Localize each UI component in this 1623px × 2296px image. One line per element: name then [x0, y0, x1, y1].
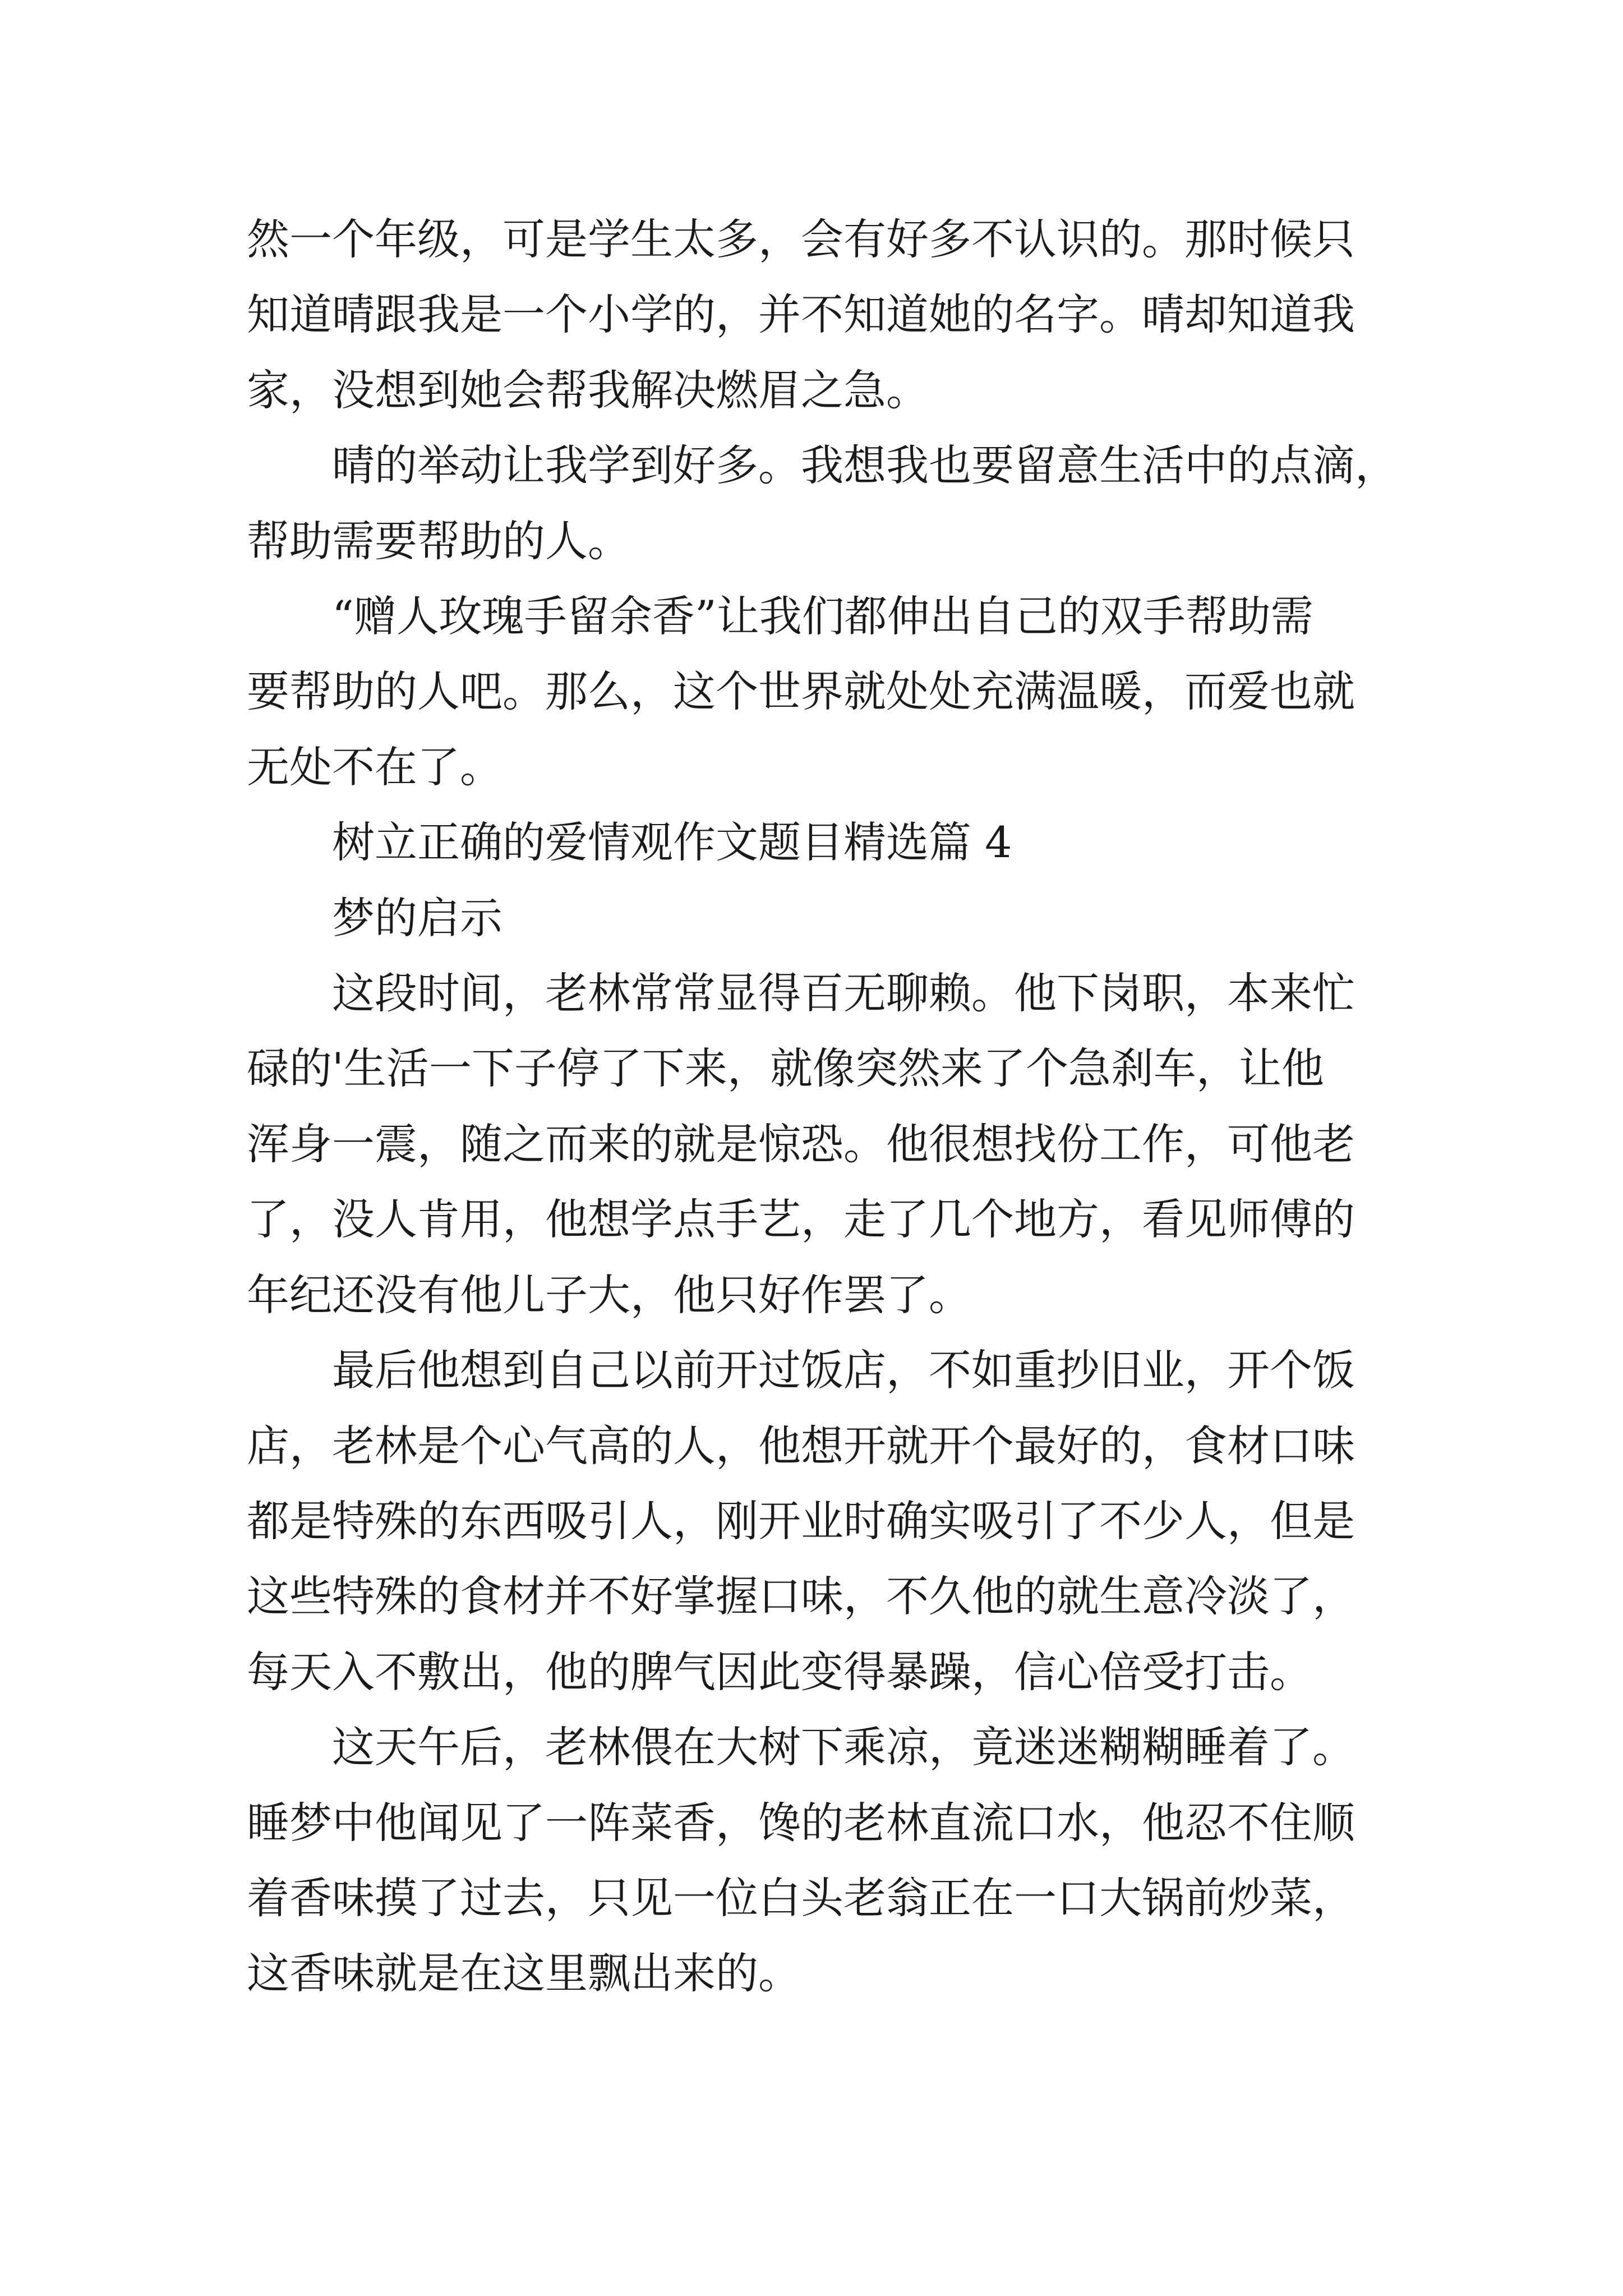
text-line: 每天入不敷出，他的脾气因此变得暴躁，信心倍受打击。 [247, 1646, 1312, 1697]
article-title [247, 881, 1374, 956]
text-line: 了，没人肯用，他想学点手艺，走了几个地方，看见师傅的 [247, 1194, 1355, 1245]
text-line: 店，老林是个心气高的人，他想开就开个最好的，食材口味 [247, 1420, 1355, 1471]
text-line: 着香味摸了过去，只见一位白头老翁正在一口大锅前炒菜， [247, 1872, 1355, 1923]
text-line: 浑身一震，随之而来的就是惊恐。他很想找份工作，可他老 [247, 1119, 1355, 1169]
paragraph [247, 428, 1398, 579]
text-line: 年纪还没有他儿子大，他只好作罢了。 [247, 1269, 971, 1320]
paragraph [247, 956, 1374, 1333]
text-line: 碌的'生活一下子停了下来，就像突然来了个急刹车，让他 [247, 1043, 1324, 1094]
document-page [247, 202, 1398, 2012]
text-line: 都是特殊的东西吸引人，刚开业时确实吸引了不少人，但是 [247, 1496, 1355, 1546]
text-line: 帮助需要帮助的人。 [247, 516, 630, 566]
text-line: “赠人玫瑰手留余香”让我们都伸出自己的双手帮助需 [332, 591, 1313, 642]
text-line: 这天午后，老林偎在大树下乘凉，竟迷迷糊糊睡着了。 [332, 1722, 1355, 1773]
text-line: 无处不在了。 [247, 742, 502, 792]
paragraph [247, 1710, 1374, 2012]
text-line: 要帮助的人吧。那么，这个世界就处处充满温暖，而爱也就 [247, 666, 1355, 717]
text-line: 最后他想到自己以前开过饭店，不如重抄旧业，开个饭 [332, 1345, 1355, 1396]
paragraph [247, 579, 1374, 805]
text-line: 这香味就是在这里飘出来的。 [247, 1948, 801, 1999]
text-line: 知道晴跟我是一个小学的，并不知道她的名字。晴却知道我 [247, 289, 1355, 340]
paragraph [247, 1333, 1374, 1710]
text-line: 家，没想到她会帮我解决燃眉之急。 [247, 365, 929, 415]
text-line: 梦的启示 [332, 892, 502, 943]
text-line: 晴的举动让我学到好多。我想我也要留意生活中的点滴， [332, 440, 1398, 491]
text-line: 这段时间，老林常常显得百无聊赖。他下岗职，本来忙 [332, 968, 1355, 1019]
text-line: 这些特殊的食材并不好掌握口味，不久他的就生意冷淡了， [247, 1571, 1355, 1622]
text-line: 树立正确的爱情观作文题目精选篇 4 [332, 817, 1012, 868]
text-line: 然一个年级，可是学生太多，会有好多不认识的。那时候只 [247, 214, 1355, 264]
paragraph [247, 202, 1374, 428]
text-line: 睡梦中他闻见了一阵菜香，馋的老林直流口水，他忍不住顺 [247, 1797, 1355, 1848]
section-heading [247, 805, 1374, 880]
